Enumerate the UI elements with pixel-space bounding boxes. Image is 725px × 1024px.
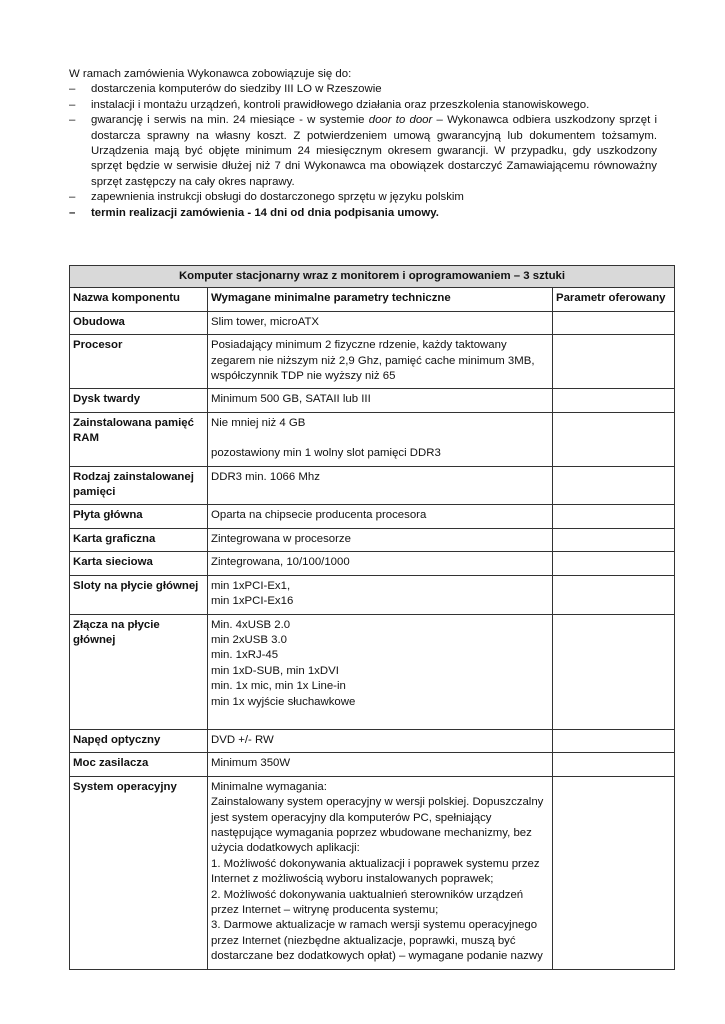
table-row [70, 776, 675, 969]
list-item-warranty: – gwarancję i serwis na min. 24 miesiące - w systemie door to door – Wykonawca odbiera uszkodzony sprzęt i dostarcza sprawny na własny koszt. Z potwierdzeniem umową gwarancyjną lub dokumentem tożsamym. Urządzenia mają być objęte minimum 24 miesięcznym okresem gwarancji. W przypadku, gdy uszkodzony sprzęt będzie w serwisie dłużej niż 7 dni Wykonawca ma obowiązek dostarczyć Zamawiającemu równoważny sprzęt zastępczy na cały okres naprawy. [69, 114, 657, 188]
component-name: Karta sieciowa [70, 552, 208, 575]
blank-line [211, 710, 549, 725]
table-row [70, 575, 675, 614]
requirement-line: min. 1x mic, min 1x Line-in [211, 680, 346, 693]
requirement-cell [208, 335, 553, 389]
requirement-cell [208, 505, 553, 528]
offered-parameter-cell[interactable] [553, 412, 675, 466]
offered-parameter-cell[interactable] [553, 614, 675, 729]
column-header-offered: Parametr oferowany [553, 288, 675, 311]
table-row [70, 505, 675, 528]
requirement-line: Slim tower, microATX [211, 315, 320, 328]
door-to-door-text: door to door [368, 114, 433, 127]
requirement-line: min 2xUSB 3.0 [211, 633, 287, 646]
requirement-cell [208, 776, 553, 969]
intro-lead: W ramach zamówienia Wykonawca zobowiązuje się do: [69, 68, 352, 80]
component-name: Moc zasilacza [70, 753, 208, 776]
requirement-cell [208, 614, 553, 729]
table-row [70, 729, 675, 752]
offered-parameter-cell[interactable] [553, 575, 675, 614]
requirement-line: Zainstalowany system operacyjny w wersji polskiej. Dopuszczalny jest system operacyjny dla komputerów PC, spełniający następujące wymagania poprzez wbudowane mechanizmy, bez użycia dodatkowych aplikacji: [211, 796, 544, 855]
table-row [70, 466, 675, 505]
offered-parameter-cell[interactable] [553, 505, 675, 528]
dash-bullet: – [69, 206, 76, 219]
requirement-line: DDR3 min. 1066 Mhz [211, 470, 320, 483]
component-name: Dysk twardy [70, 389, 208, 412]
table-title-row [70, 266, 675, 288]
requirement-line: DVD +/- RW [211, 733, 274, 746]
obligations-list [69, 82, 657, 221]
component-name: Sloty na płycie głównej [70, 575, 208, 614]
column-header-requirements: Wymagane minimalne parametry techniczne [208, 288, 553, 311]
requirement-line: min 1xPCI-Ex1, [211, 579, 291, 592]
component-name: Rodzaj zainstalowanej pamięci [70, 466, 208, 505]
requirement-line: min 1x wyjście słuchawkowe [211, 695, 356, 708]
offered-parameter-cell[interactable] [553, 335, 675, 389]
offered-parameter-cell[interactable] [553, 552, 675, 575]
table-header-row [70, 288, 675, 311]
table-row [70, 389, 675, 412]
requirement-line: Min. 4xUSB 2.0 [211, 618, 291, 631]
list-item: – instalacji i montażu urządzeń, kontroli prawidłowego działania oraz przeszkolenia stanowiskowego. [69, 98, 657, 113]
column-header-component: Nazwa komponentu [70, 288, 208, 311]
requirement-cell [208, 466, 553, 505]
requirement-line: Nie mniej niż 4 GB [211, 416, 306, 429]
offered-parameter-cell[interactable] [553, 753, 675, 776]
requirement-line: Minimalne wymagania: [211, 780, 327, 793]
requirement-cell [208, 311, 553, 334]
table-row [70, 412, 675, 466]
requirement-line: Posiadający minimum 2 fizyczne rdzenie, każdy taktowany zegarem nie niższym niż 2,9 Ghz, pamięć cache minimum 3MB, współczynnik TDP nie wyższy niż 65 [211, 339, 535, 383]
list-item: – dostarczenia komputerów do siedziby III LO w Rzeszowie [69, 82, 657, 97]
requirement-line: min 1xD-SUB, min 1xDVI [211, 664, 339, 677]
blank-line [211, 431, 549, 446]
table-row [70, 753, 675, 776]
component-name: Złącza na płycie głównej [70, 614, 208, 729]
table-row [70, 614, 675, 729]
requirement-line: 2. Możliwość dokonywania uaktualnień sterowników urządzeń przez Internet – witrynę producenta systemu; [211, 888, 524, 916]
dash-bullet: – [69, 83, 76, 96]
component-name: Płyta główna [70, 505, 208, 528]
requirement-line: Oparta na chipsecie producenta procesora [211, 509, 427, 522]
component-name: Napęd optyczny [70, 729, 208, 752]
requirement-line: Minimum 350W [211, 757, 291, 770]
list-item-deadline: – termin realizacji zamówienia - 14 dni od dnia podpisania umowy. [69, 206, 657, 221]
requirement-cell [208, 729, 553, 752]
requirement-cell [208, 552, 553, 575]
requirement-cell [208, 753, 553, 776]
intro-section [69, 67, 657, 221]
requirement-line: Zintegrowana w procesorze [211, 532, 351, 545]
requirement-cell [208, 528, 553, 551]
table-row [70, 335, 675, 389]
requirement-line: Minimum 500 GB, SATAII lub III [211, 393, 371, 406]
component-name: Procesor [70, 335, 208, 389]
table-title: Komputer stacjonarny wraz z monitorem i oprogramowaniem – 3 sztuki [70, 266, 675, 288]
table-row [70, 311, 675, 334]
list-item: – zapewnienia instrukcji obsługi do dostarczonego sprzętu w języku polskim [69, 190, 657, 205]
offered-parameter-cell[interactable] [553, 389, 675, 412]
component-name: System operacyjny [70, 776, 208, 969]
requirement-cell [208, 412, 553, 466]
table-row [70, 528, 675, 551]
dash-bullet: – [69, 98, 76, 111]
offered-parameter-cell[interactable] [553, 776, 675, 969]
dash-bullet: – [69, 191, 76, 204]
component-name: Zainstalowana pamięć RAM [70, 412, 208, 466]
component-name: Obudowa [70, 311, 208, 334]
requirement-line: min. 1xRJ-45 [211, 649, 279, 662]
requirement-line: min 1xPCI-Ex16 [211, 595, 294, 608]
offered-parameter-cell[interactable] [553, 311, 675, 334]
offered-parameter-cell[interactable] [553, 466, 675, 505]
requirement-line: 1. Możliwość dokonywania aktualizacji i poprawek systemu przez Internet z możliwością wyboru instalowanych poprawek; [211, 857, 540, 886]
spec-table [69, 265, 675, 970]
requirement-cell [208, 575, 553, 614]
component-name: Karta graficzna [70, 528, 208, 551]
offered-parameter-cell[interactable] [553, 729, 675, 752]
requirement-line: 3. Darmowe aktualizacje w ramach wersji systemu operacyjnego przez Internet (niezbędne aktualizacje, poprawki, muszą być dostarczane bez dodatkowych opłat) – wymagane podanie nazwy [211, 919, 543, 963]
offered-parameter-cell[interactable] [553, 528, 675, 551]
requirement-cell [208, 389, 553, 412]
table-row [70, 552, 675, 575]
dash-bullet: – [69, 114, 76, 127]
requirement-line: Zintegrowana, 10/100/1000 [211, 556, 350, 569]
requirement-line: pozostawiony min 1 wolny slot pamięci DDR3 [211, 447, 441, 460]
